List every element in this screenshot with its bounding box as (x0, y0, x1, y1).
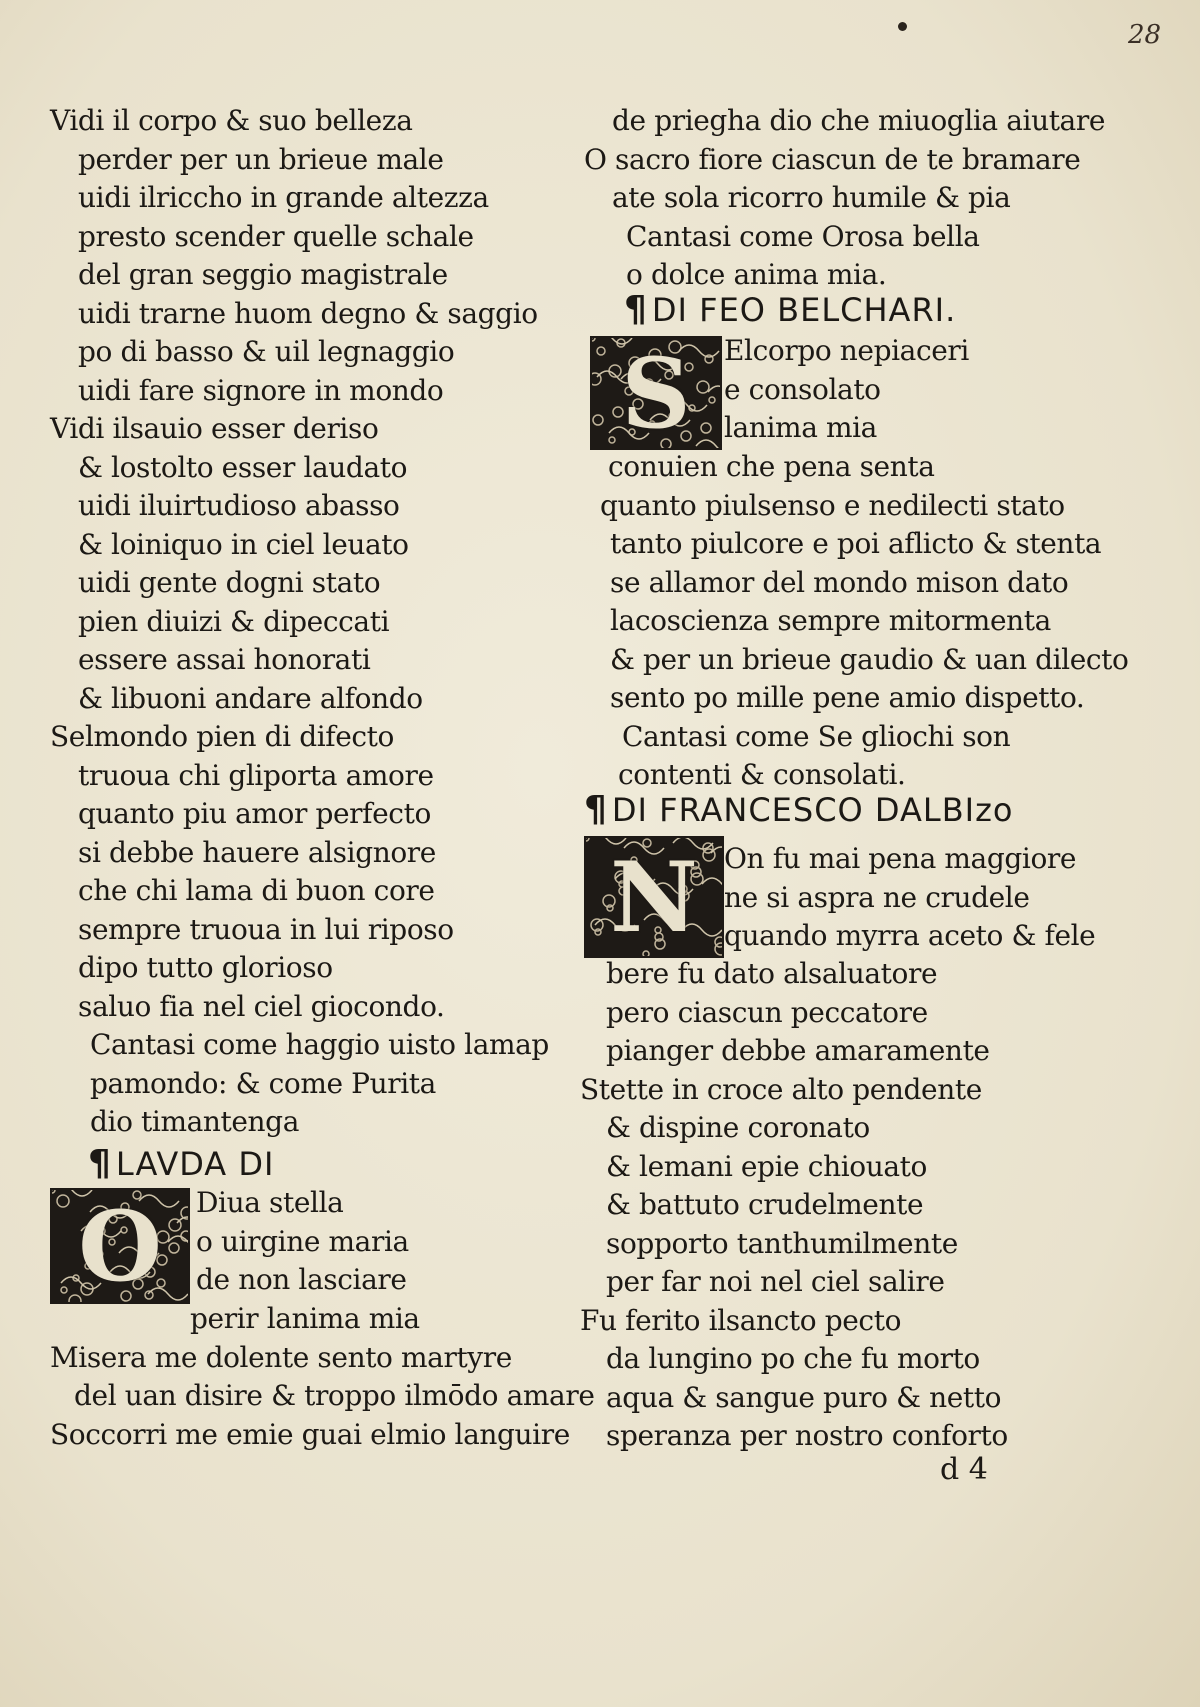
signature-mark: d 4 (940, 1452, 988, 1487)
text-line: Vidi ilsauio esser deriso (50, 412, 379, 445)
text-line: quanto piu amor perfecto (78, 797, 431, 830)
text-line: Vidi il corpo & suo belleza (50, 104, 413, 137)
initial-letter: O (78, 1189, 162, 1303)
text-line: & libuoni andare alfondo (78, 681, 423, 715)
text-line: dipo tutto glorioso (78, 951, 333, 984)
text-line: saluo fia nel ciel giocondo. (78, 989, 445, 1023)
decorated-initial-o (50, 1188, 190, 1304)
text-line: ne si aspra ne crudele (724, 880, 1030, 914)
folio-number: 28 (1128, 20, 1162, 50)
pilcrow-mark: ¶ (88, 1143, 112, 1184)
text-line: pero ciascun peccatore (606, 995, 928, 1029)
text-line: Selmondo pien di difecto (50, 720, 394, 753)
text-line: Misera me dolente sento martyre (50, 1340, 512, 1374)
text-line: dio timantenga (90, 1105, 299, 1138)
text-line: si debbe hauere alsignore (78, 835, 436, 869)
text-line: pien diuizi & dipeccati (78, 604, 390, 638)
text-line: del gran seggio magistrale (78, 258, 448, 291)
text-line: po di basso & uil legnaggio (78, 335, 455, 368)
text-line: o dolce anima mia. (626, 258, 887, 291)
section-heading-lauda (88, 1144, 274, 1184)
text-line: uidi gente dogni stato (78, 566, 381, 599)
decorated-initial-n (584, 836, 724, 958)
text-line: quanto piulsenso e nedilecti stato (600, 488, 1065, 522)
text-line: Diua stella (196, 1186, 344, 1219)
text-line: & lemani epie chiouato (606, 1149, 927, 1183)
text-line: truoua chi gliporta amore (78, 758, 434, 792)
text-line: Elcorpo nepiaceri (724, 334, 969, 367)
text-line: pianger debbe amaramente (606, 1034, 990, 1067)
text-line: sopporto tanthumilmente (606, 1226, 958, 1260)
text-line: uidi fare signore in mondo (78, 373, 444, 407)
text-line: Cantasi come Orosa bella (626, 219, 980, 253)
heading-text: DI FRANCESCO DALBIzo (611, 791, 1014, 829)
text-line: ate sola ricorro humile & pia (612, 181, 1011, 214)
text-line: essere assai honorati (78, 643, 371, 676)
decorated-initial-s (590, 336, 722, 450)
text-line: lacoscienza sempre mitormenta (610, 604, 1051, 637)
text-line: aqua & sangue puro & netto (606, 1380, 1002, 1414)
text-line: che chi lama di buon core (78, 874, 435, 907)
text-line: & dispine coronato (606, 1111, 870, 1144)
text-line: o uirgine maria (196, 1224, 409, 1258)
text-line: & lostolto esser laudato (78, 450, 408, 484)
text-line: bere fu dato alsaluatore (606, 957, 938, 990)
text-line: de priegha dio che miuoglia aiutare (612, 104, 1106, 137)
text-line: se allamor del mondo mison dato (610, 565, 1069, 599)
text-line: sento po mille pene amio dispetto. (610, 681, 1085, 714)
text-line: uidi iluirtudioso abasso (78, 489, 400, 522)
text-line: presto scender quelle schale (78, 219, 474, 253)
text-line: Cantasi come haggio uisto lamap (90, 1028, 549, 1061)
text-line: lanima mia (724, 411, 877, 444)
text-line: e consolato (724, 372, 881, 406)
text-line: On fu mai pena maggiore (724, 842, 1077, 875)
text-line: Stette in croce alto pendente (580, 1072, 982, 1106)
text-line: & per un brieue gaudio & uan dilecto (610, 642, 1129, 676)
heading-text: LAVDA DI (115, 1145, 275, 1183)
section-heading-belchari (624, 290, 956, 330)
text-line: & battuto crudelmente (606, 1188, 924, 1221)
text-line: speranza per nostro conforto (606, 1419, 1008, 1452)
text-line: per far noi nel ciel salire (606, 1265, 945, 1298)
initial-letter: S (621, 336, 691, 450)
text-line: pamondo: & come Purita (90, 1066, 436, 1100)
pilcrow-mark: ¶ (584, 789, 608, 830)
ink-dot (898, 22, 907, 31)
section-heading-dalbizo (584, 790, 1013, 830)
text-line: del uan disire & troppo ilmōdo amare (74, 1379, 595, 1412)
text-line: Soccorri me emie guai elmio languire (50, 1417, 570, 1451)
text-line: quando myrra aceto & fele (724, 919, 1096, 952)
text-line: Cantasi come Se gliochi son (622, 719, 1011, 753)
text-line: Fu ferito ilsancto pecto (580, 1303, 902, 1337)
text-line: conuien che pena senta (608, 450, 935, 483)
text-line: uidi ilriccho in grande altezza (78, 181, 489, 214)
text-line: de non lasciare (196, 1263, 407, 1296)
text-line: tanto piulcore e poi aflicto & stenta (610, 527, 1102, 560)
text-line: contenti & consolati. (618, 758, 906, 791)
text-line: uidi trarne huom degno & saggio (78, 296, 538, 330)
text-line: & loiniquo in ciel leuato (78, 527, 409, 561)
initial-letter: N (610, 840, 698, 954)
text-line: sempre truoua in lui riposo (78, 912, 454, 946)
pilcrow-mark: ¶ (624, 289, 648, 330)
text-line: da lungino po che fu morto (606, 1342, 980, 1375)
text-line: O sacro fiore ciascun de te bramare (584, 142, 1081, 176)
text-line: perir lanima mia (190, 1302, 420, 1335)
text-line: perder per un brieue male (78, 142, 444, 176)
heading-text: DI FEO BELCHARI. (651, 291, 957, 329)
